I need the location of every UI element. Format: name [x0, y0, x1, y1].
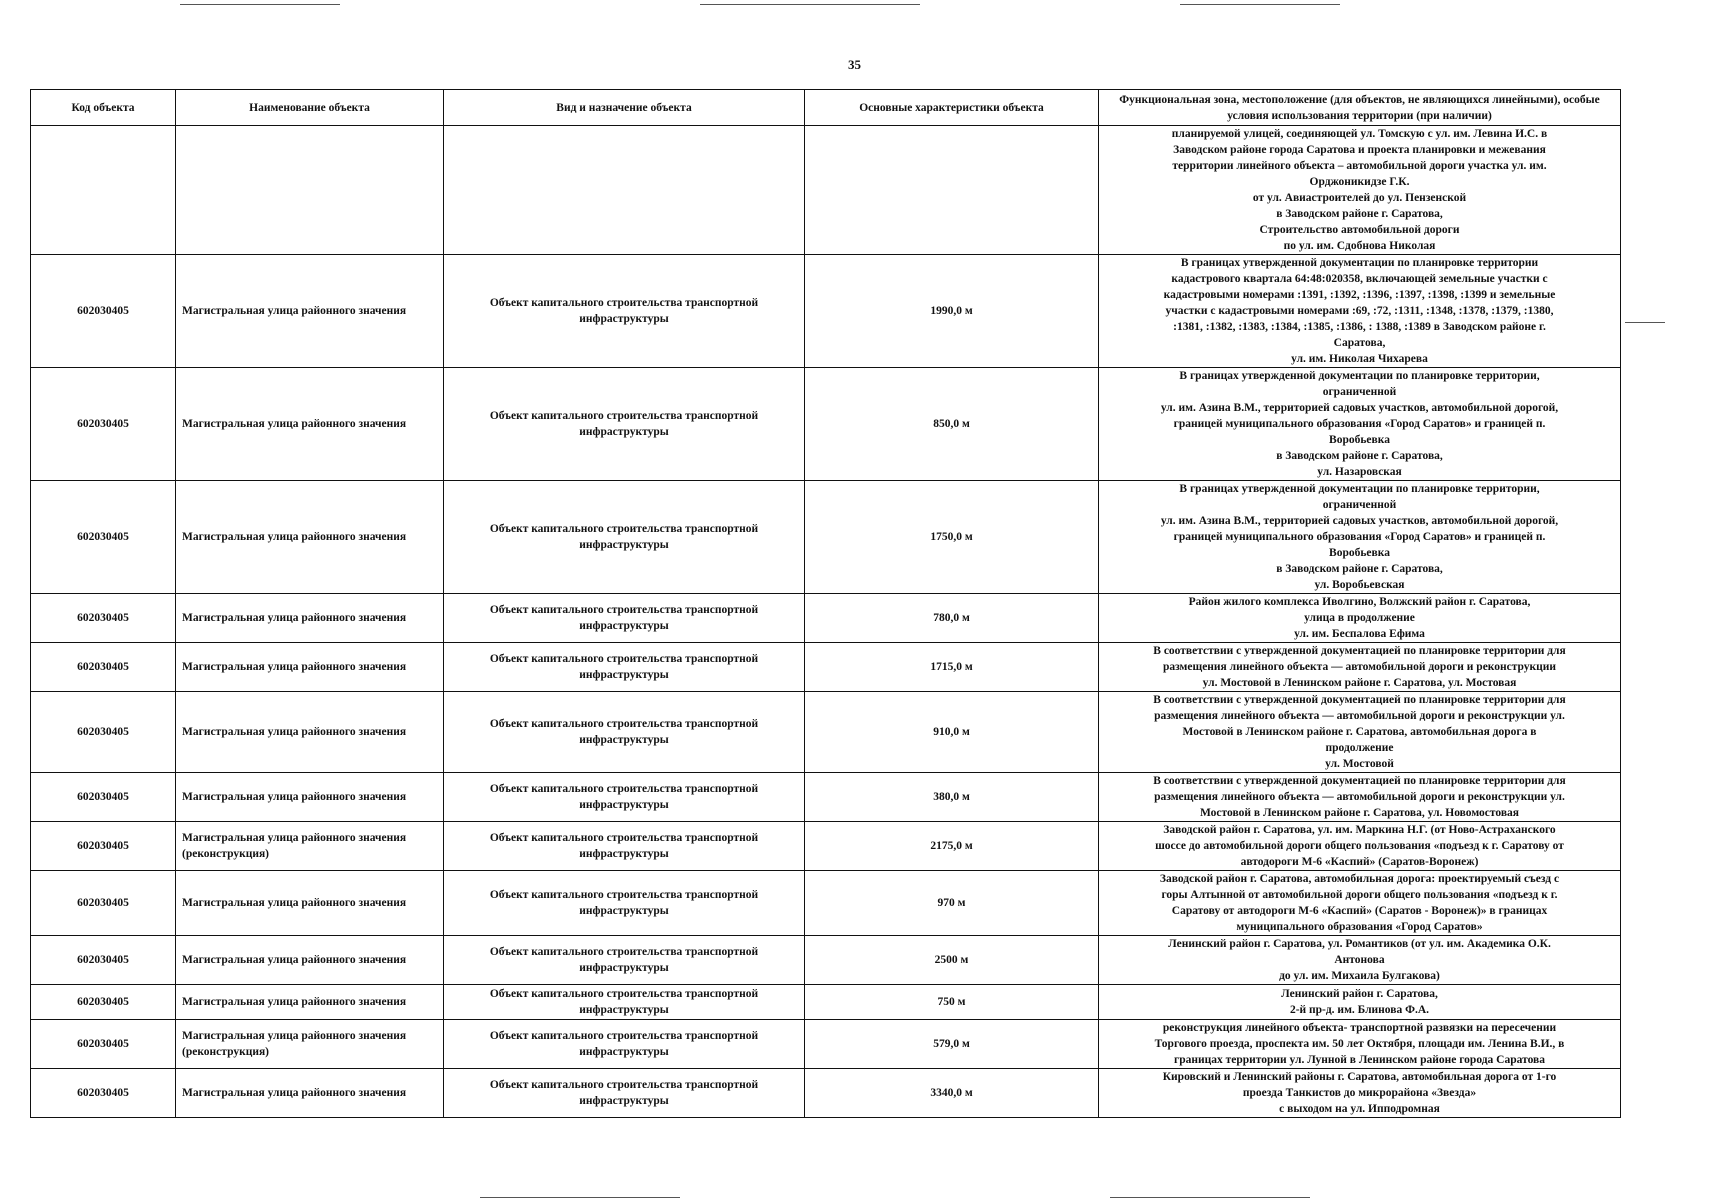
page-number: 35	[848, 57, 861, 72]
object-characteristics: 780,0 м	[805, 594, 1099, 643]
object-code: 602030405	[31, 985, 176, 1020]
object-kind: Объект капитального строительства транспортной инфраструктуры	[444, 773, 805, 822]
object-code: 602030405	[31, 481, 176, 594]
table-row	[31, 643, 1621, 692]
object-code: 602030405	[31, 692, 176, 773]
object-kind: Объект капитального строительства транспортной инфраструктуры	[444, 643, 805, 692]
object-characteristics: 970 м	[805, 871, 1099, 936]
object-name: Магистральная улица районного значения	[176, 773, 444, 822]
object-name: Магистральная улица районного значения (реконструкция)	[176, 1020, 444, 1069]
table-row	[31, 255, 1621, 368]
object-characteristics: 1750,0 м	[805, 481, 1099, 594]
object-name: Магистральная улица районного значения	[176, 481, 444, 594]
object-code: 602030405	[31, 936, 176, 985]
object-characteristics: 380,0 м	[805, 773, 1099, 822]
table-row	[31, 985, 1621, 1020]
object-name: Магистральная улица районного значения	[176, 936, 444, 985]
object-zone: Заводской район г. Саратова, автомобильная дорога: проектируемый съезд с горы Алтынной от автомобильной дороги общего пользования «подъезд к г. Саратову от автодороги М-6 «Каспий» (Саратов - Воронеж)» в границах муниципального образования «Город Саратов»	[1099, 871, 1621, 936]
object-zone: Кировский и Ленинский районы г. Саратова, автомобильная дорога от 1-го проезда Танкистов до микрорайона «Звезда» с выходом на ул. Ипподромная	[1099, 1069, 1621, 1118]
object-kind: Объект капитального строительства транспортной инфраструктуры	[444, 1069, 805, 1118]
object-code: 602030405	[31, 643, 176, 692]
object-characteristics	[805, 126, 1099, 255]
object-kind: Объект капитального строительства транспортной инфраструктуры	[444, 1020, 805, 1069]
object-characteristics: 3340,0 м	[805, 1069, 1099, 1118]
table-row	[31, 936, 1621, 985]
object-zone: В границах утвержденной документации по планировке территории кадастрового квартала 64:48:020358, включающей земельные участки с кадастровыми номерами :1391, :1392, :1396, :1397, :1398, :1399 и земельные участки с кадастровыми номерами :69, :72, :1311, :1348, :1378, :1379, :1380, :1381, :1382, :1383, :1384, :1385, :1386, : 1388, :1389 в Заводском районе г. Саратова, ул. им. Николая Чихарева	[1099, 255, 1621, 368]
object-characteristics: 2175,0 м	[805, 822, 1099, 871]
scan-artifact-line	[1180, 4, 1340, 5]
table-row	[31, 368, 1621, 481]
table-row	[31, 871, 1621, 936]
object-code: 602030405	[31, 1020, 176, 1069]
object-code: 602030405	[31, 1069, 176, 1118]
object-kind: Объект капитального строительства транспортной инфраструктуры	[444, 985, 805, 1020]
object-zone: Ленинский район г. Саратова, ул. Романтиков (от ул. им. Академика О.К. Антонова до ул. им. Михаила Булгакова)	[1099, 936, 1621, 985]
header-kind: Вид и назначение объекта	[444, 90, 805, 126]
object-name: Магистральная улица районного значения	[176, 692, 444, 773]
table-row	[31, 692, 1621, 773]
object-name: Магистральная улица районного значения	[176, 1069, 444, 1118]
object-kind: Объект капитального строительства транспортной инфраструктуры	[444, 368, 805, 481]
table-row	[31, 126, 1621, 255]
object-zone: В соответствии с утвержденной документацией по планировке территории для размещения линейного объекта — автомобильной дороги и реконструкции ул. Мостовой в Ленинском районе г. Саратова, ул. Новомостовая	[1099, 773, 1621, 822]
object-code: 602030405	[31, 594, 176, 643]
object-code: 602030405	[31, 368, 176, 481]
object-code: 602030405	[31, 871, 176, 936]
table-header-row	[31, 90, 1621, 126]
table-row	[31, 1069, 1621, 1118]
object-zone: Ленинский район г. Саратова, 2-й пр-д. им. Блинова Ф.А.	[1099, 985, 1621, 1020]
object-name: Магистральная улица районного значения	[176, 255, 444, 368]
table-row	[31, 481, 1621, 594]
table-row	[31, 773, 1621, 822]
scan-artifact-line	[180, 4, 340, 5]
scan-artifact-line	[700, 4, 920, 5]
object-characteristics: 2500 м	[805, 936, 1099, 985]
object-name: Магистральная улица районного значения	[176, 643, 444, 692]
scan-artifact-line	[480, 1197, 680, 1198]
object-kind	[444, 126, 805, 255]
object-characteristics: 1990,0 м	[805, 255, 1099, 368]
header-code: Код объекта	[31, 90, 176, 126]
object-name: Магистральная улица районного значения (реконструкция)	[176, 822, 444, 871]
object-zone: Район жилого комплекса Иволгино, Волжский район г. Саратова, улица в продолжение ул. им. Беспалова Ефима	[1099, 594, 1621, 643]
object-code: 602030405	[31, 255, 176, 368]
object-kind: Объект капитального строительства транспортной инфраструктуры	[444, 692, 805, 773]
header-characteristics: Основные характеристики объекта	[805, 90, 1099, 126]
objects-table	[30, 89, 1621, 1118]
object-kind: Объект капитального строительства транспортной инфраструктуры	[444, 936, 805, 985]
object-name: Магистральная улица районного значения	[176, 594, 444, 643]
object-zone: В соответствии с утвержденной документацией по планировке территории для размещения линейного объекта — автомобильной дороги и реконструкции ул. Мостовой в Ленинском районе г. Саратова, автомобильная дорога в продолжение ул. Мостовой	[1099, 692, 1621, 773]
object-code	[31, 126, 176, 255]
object-kind: Объект капитального строительства транспортной инфраструктуры	[444, 871, 805, 936]
object-characteristics: 1715,0 м	[805, 643, 1099, 692]
object-name: Магистральная улица районного значения	[176, 368, 444, 481]
object-kind: Объект капитального строительства транспортной инфраструктуры	[444, 481, 805, 594]
object-zone: реконструкция линейного объекта- транспортной развязки на пересечении Торгового проезда, проспекта им. 50 лет Октября, площади им. Ленина В.И., в границах территории ул. Лунной в Ленинском районе города Саратова	[1099, 1020, 1621, 1069]
object-name: Магистральная улица районного значения	[176, 985, 444, 1020]
scan-artifact-line	[1110, 1197, 1310, 1198]
header-name: Наименование объекта	[176, 90, 444, 126]
object-name: Магистральная улица районного значения	[176, 871, 444, 936]
header-zone: Функциональная зона, местоположение (для объектов, не являющихся линейными), особые условия использования территории (при наличии)	[1099, 90, 1621, 126]
object-kind: Объект капитального строительства транспортной инфраструктуры	[444, 255, 805, 368]
object-name	[176, 126, 444, 255]
scan-artifact-line	[1625, 322, 1665, 323]
object-characteristics: 579,0 м	[805, 1020, 1099, 1069]
object-characteristics: 910,0 м	[805, 692, 1099, 773]
object-kind: Объект капитального строительства транспортной инфраструктуры	[444, 594, 805, 643]
object-kind: Объект капитального строительства транспортной инфраструктуры	[444, 822, 805, 871]
object-characteristics: 750 м	[805, 985, 1099, 1020]
object-zone: В границах утвержденной документации по планировке территории, ограниченной ул. им. Азина В.М., территорией садовых участков, автомобильной дорогой, границей муниципального образования «Город Саратов» и границей п. Воробьевка в Заводском районе г. Саратова, ул. Воробьевская	[1099, 481, 1621, 594]
object-zone: Заводской район г. Саратова, ул. им. Маркина Н.Г. (от Ново-Астраханского шоссе до автомобильной дороги общего пользования «подъезд к г. Саратову от автодороги М-6 «Каспий» (Саратов-Воронеж)	[1099, 822, 1621, 871]
object-zone: В соответствии с утвержденной документацией по планировке территории для размещения линейного объекта — автомобильной дороги и реконструкции ул. Мостовой в Ленинском районе г. Саратова, ул. Мостовая	[1099, 643, 1621, 692]
object-zone: планируемой улицей, соединяющей ул. Томскую с ул. им. Левина И.С. в Заводском районе города Саратова и проекта планировки и межевания территории линейного объекта – автомобильной дороги участка ул. им. Орджоникидзе Г.К. от ул. Авиастроителей до ул. Пензенской в Заводском районе г. Саратова, Строительство автомобильной дороги по ул. им. Сдобнова Николая	[1099, 126, 1621, 255]
table-body	[31, 126, 1621, 1118]
object-zone: В границах утвержденной документации по планировке территории, ограниченной ул. им. Азина В.М., территорией садовых участков, автомобильной дорогой, границей муниципального образования «Город Саратов» и границей п. Воробьевка в Заводском районе г. Саратова, ул. Назаровская	[1099, 368, 1621, 481]
object-code: 602030405	[31, 822, 176, 871]
table-row	[31, 594, 1621, 643]
object-code: 602030405	[31, 773, 176, 822]
table-row	[31, 822, 1621, 871]
object-characteristics: 850,0 м	[805, 368, 1099, 481]
table-row	[31, 1020, 1621, 1069]
